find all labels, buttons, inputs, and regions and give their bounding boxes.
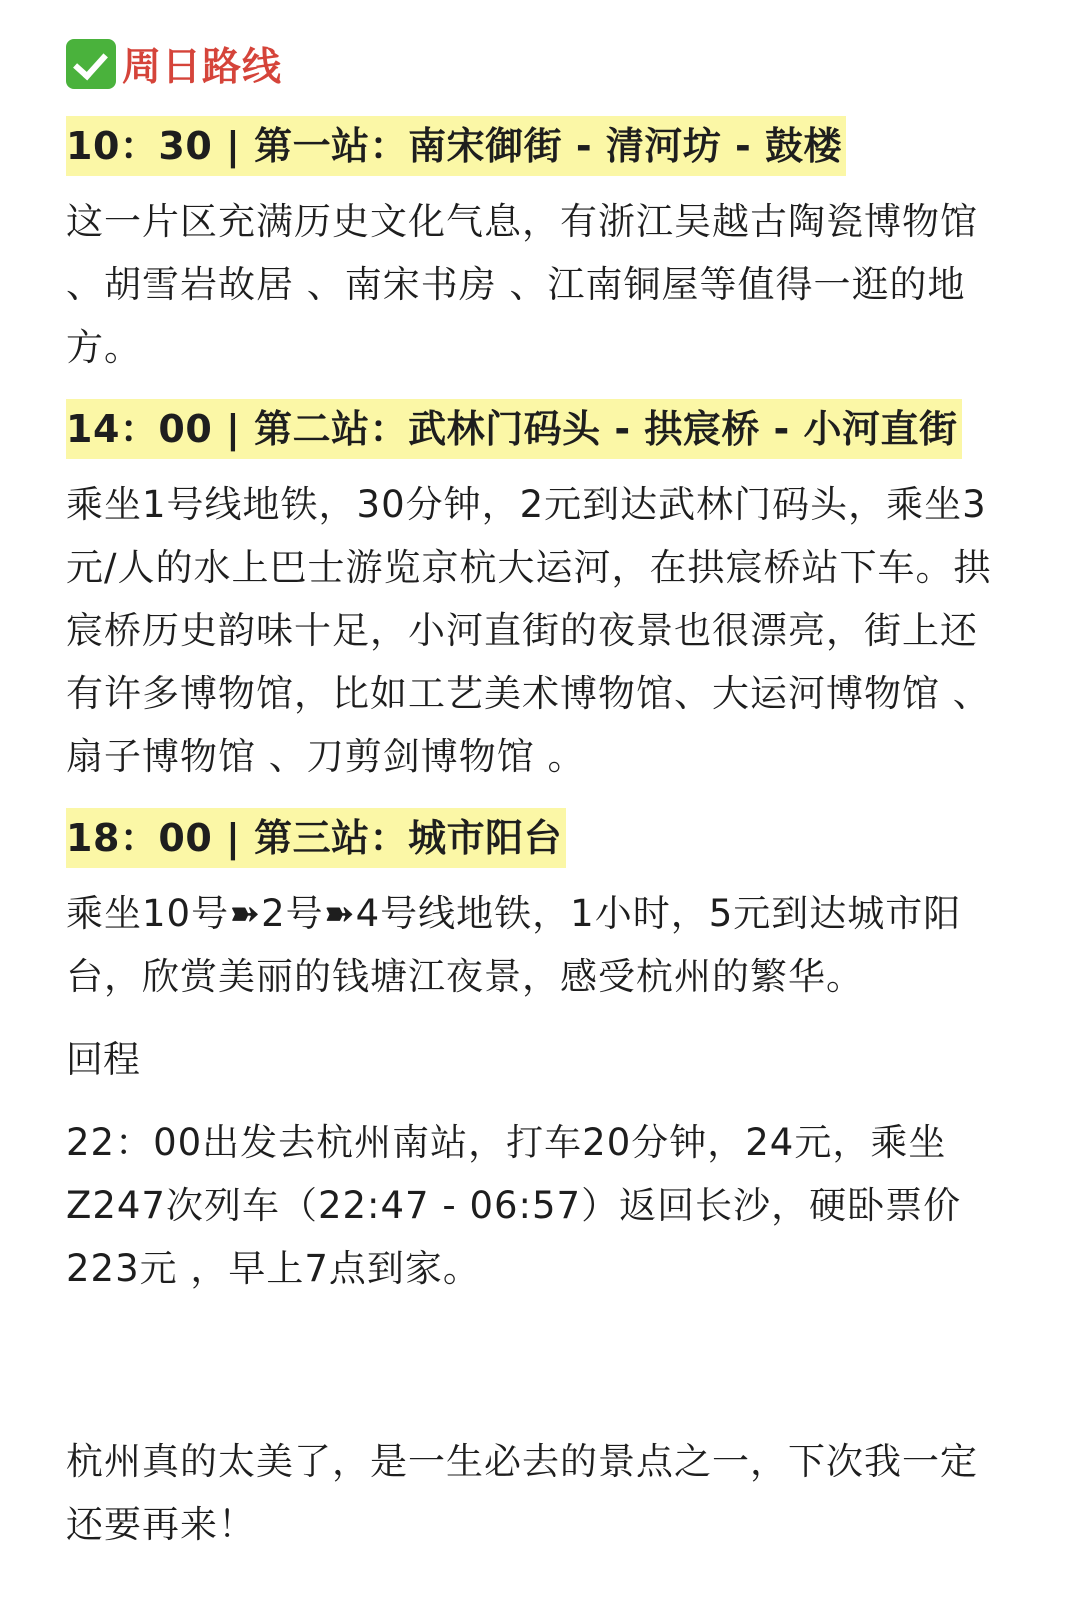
page-title: 周日路线 xyxy=(122,45,283,90)
return-trip-description: 22：00出发去杭州南站，打车20分钟，24元，乘坐Z247次列车（22:47 - 06:57）返回长沙，硬卧票价223元 ，早上7点到家。 xyxy=(66,1121,962,1290)
stop-3-description: 乘坐10号➽2号➽4号线地铁，1小时，5元到达城市阳台，欣赏美丽的钱塘江夜景，感受杭州的繁华。 xyxy=(66,892,962,998)
title-row xyxy=(66,34,1014,94)
spacer xyxy=(66,1320,1014,1430)
stop-3 xyxy=(66,808,1014,1008)
stop-2 xyxy=(66,399,1014,788)
stop-1-heading: 10：30 | 第一站：南宋御街 - 清河坊 - 鼓楼 xyxy=(66,116,846,176)
return-trip-label: 回程 xyxy=(66,1038,140,1081)
stop-2-description: 乘坐1号线地铁，30分钟，2元到达武林门码头，乘坐3元/人的水上巴士游览京杭大运河，在拱宸桥站下车。拱宸桥历史韵味十足，小河直街的夜景也很漂亮，街上还有许多博物馆，比如工艺美术博物馆、大运河博物馆 、扇子博物馆 、刀剪剑博物馆 。 xyxy=(66,483,992,778)
check-mark-icon xyxy=(66,39,116,89)
stop-2-heading: 14：00 | 第二站：武林门码头 - 拱宸桥 - 小河直街 xyxy=(66,399,962,459)
stop-1-description: 这一片区充满历史文化气息，有浙江吴越古陶瓷博物馆 、胡雪岩故居 、南宋书房 、江南铜屋等值得一逛的地方。 xyxy=(66,200,978,369)
stop-3-heading: 18：00 | 第三站：城市阳台 xyxy=(66,808,566,868)
stop-1 xyxy=(66,116,1014,379)
closing-remark: 杭州真的太美了，是一生必去的景点之一，下次我一定还要再来！ xyxy=(66,1440,978,1546)
